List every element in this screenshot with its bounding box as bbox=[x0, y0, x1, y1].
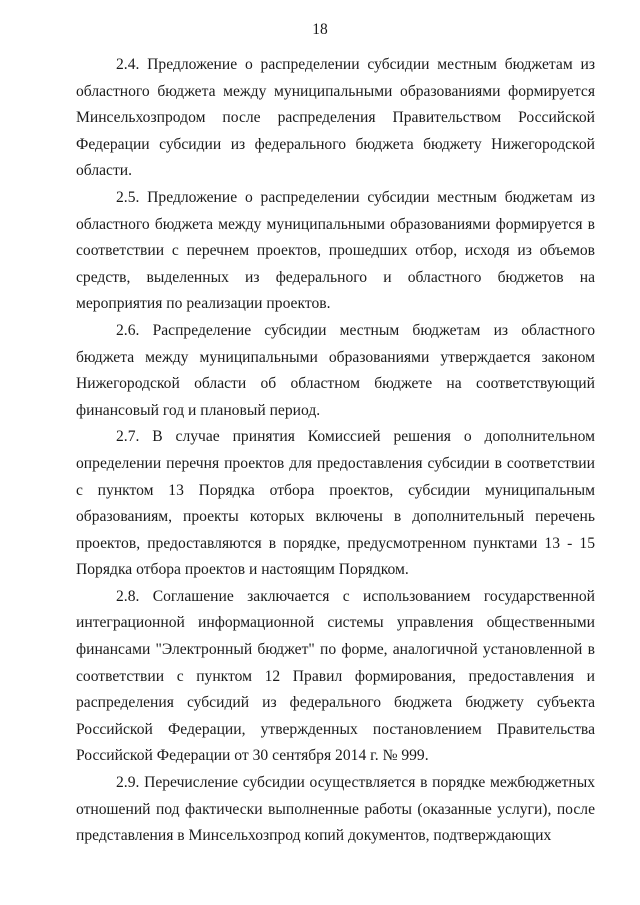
paragraph-2-7: 2.7. В случае принятия Комиссией решения о дополнительном определении перечня проектов для предоставления субсидии в соответствии с пунктом 13 Порядка отбора проектов, субсидии муниципальным образованиям, проекты которых включены в дополнительный перечень проектов, предоставляются в порядке, предусмотренном пунктами 13 - 15 Порядка отбора проектов и настоящим Порядком. bbox=[76, 428, 595, 579]
document-body bbox=[76, 52, 595, 850]
paragraph-2-6: 2.6. Распределение субсидии местным бюджетам из областного бюджета между муниципальными образованиями утверждается законом Нижегородской области об областном бюджете на соответствующий финансовый год и плановый период. bbox=[76, 321, 595, 419]
paragraph-2-9: 2.9. Перечисление субсидии осуществляется в порядке межбюджетных отношений под фактически выполненные работы (оказанные услуги), после представления в Минсельхозпрод копий документов, подтверждающих bbox=[76, 774, 595, 845]
paragraph-2-5: 2.5. Предложение о распределении субсидии местным бюджетам из областного бюджета между муниципальными образованиями формируется в соответствии с перечнем проектов, прошедших отбор, исходя из объемов средств, выделенных из федерального и областного бюджетов на мероприятия по реализации проектов. bbox=[76, 188, 595, 313]
paragraph-2-4: 2.4. Предложение о распределении субсидии местным бюджетам из областного бюджета между муниципальными образованиями формируется Минсельхозпродом после распределения Правительством Российской Федерации субсидии из федерального бюджета бюджету Нижегородской области. bbox=[76, 56, 595, 180]
paragraph-2-8: 2.8. Соглашение заключается с использованием государственной интеграционной информационной системы управления общественными финансами "Электронный бюджет" по форме, аналогичной установленной в соответствии с пунктом 12 Правил формирования, предоставления и распределения субсидий из федерального бюджета бюджету субъекта Российской Федерации, утвержденных постановлением Правительства Российской Федерации от 30 сентября 2014 г. № 999. bbox=[76, 587, 595, 765]
page-number: 18 bbox=[312, 21, 328, 38]
